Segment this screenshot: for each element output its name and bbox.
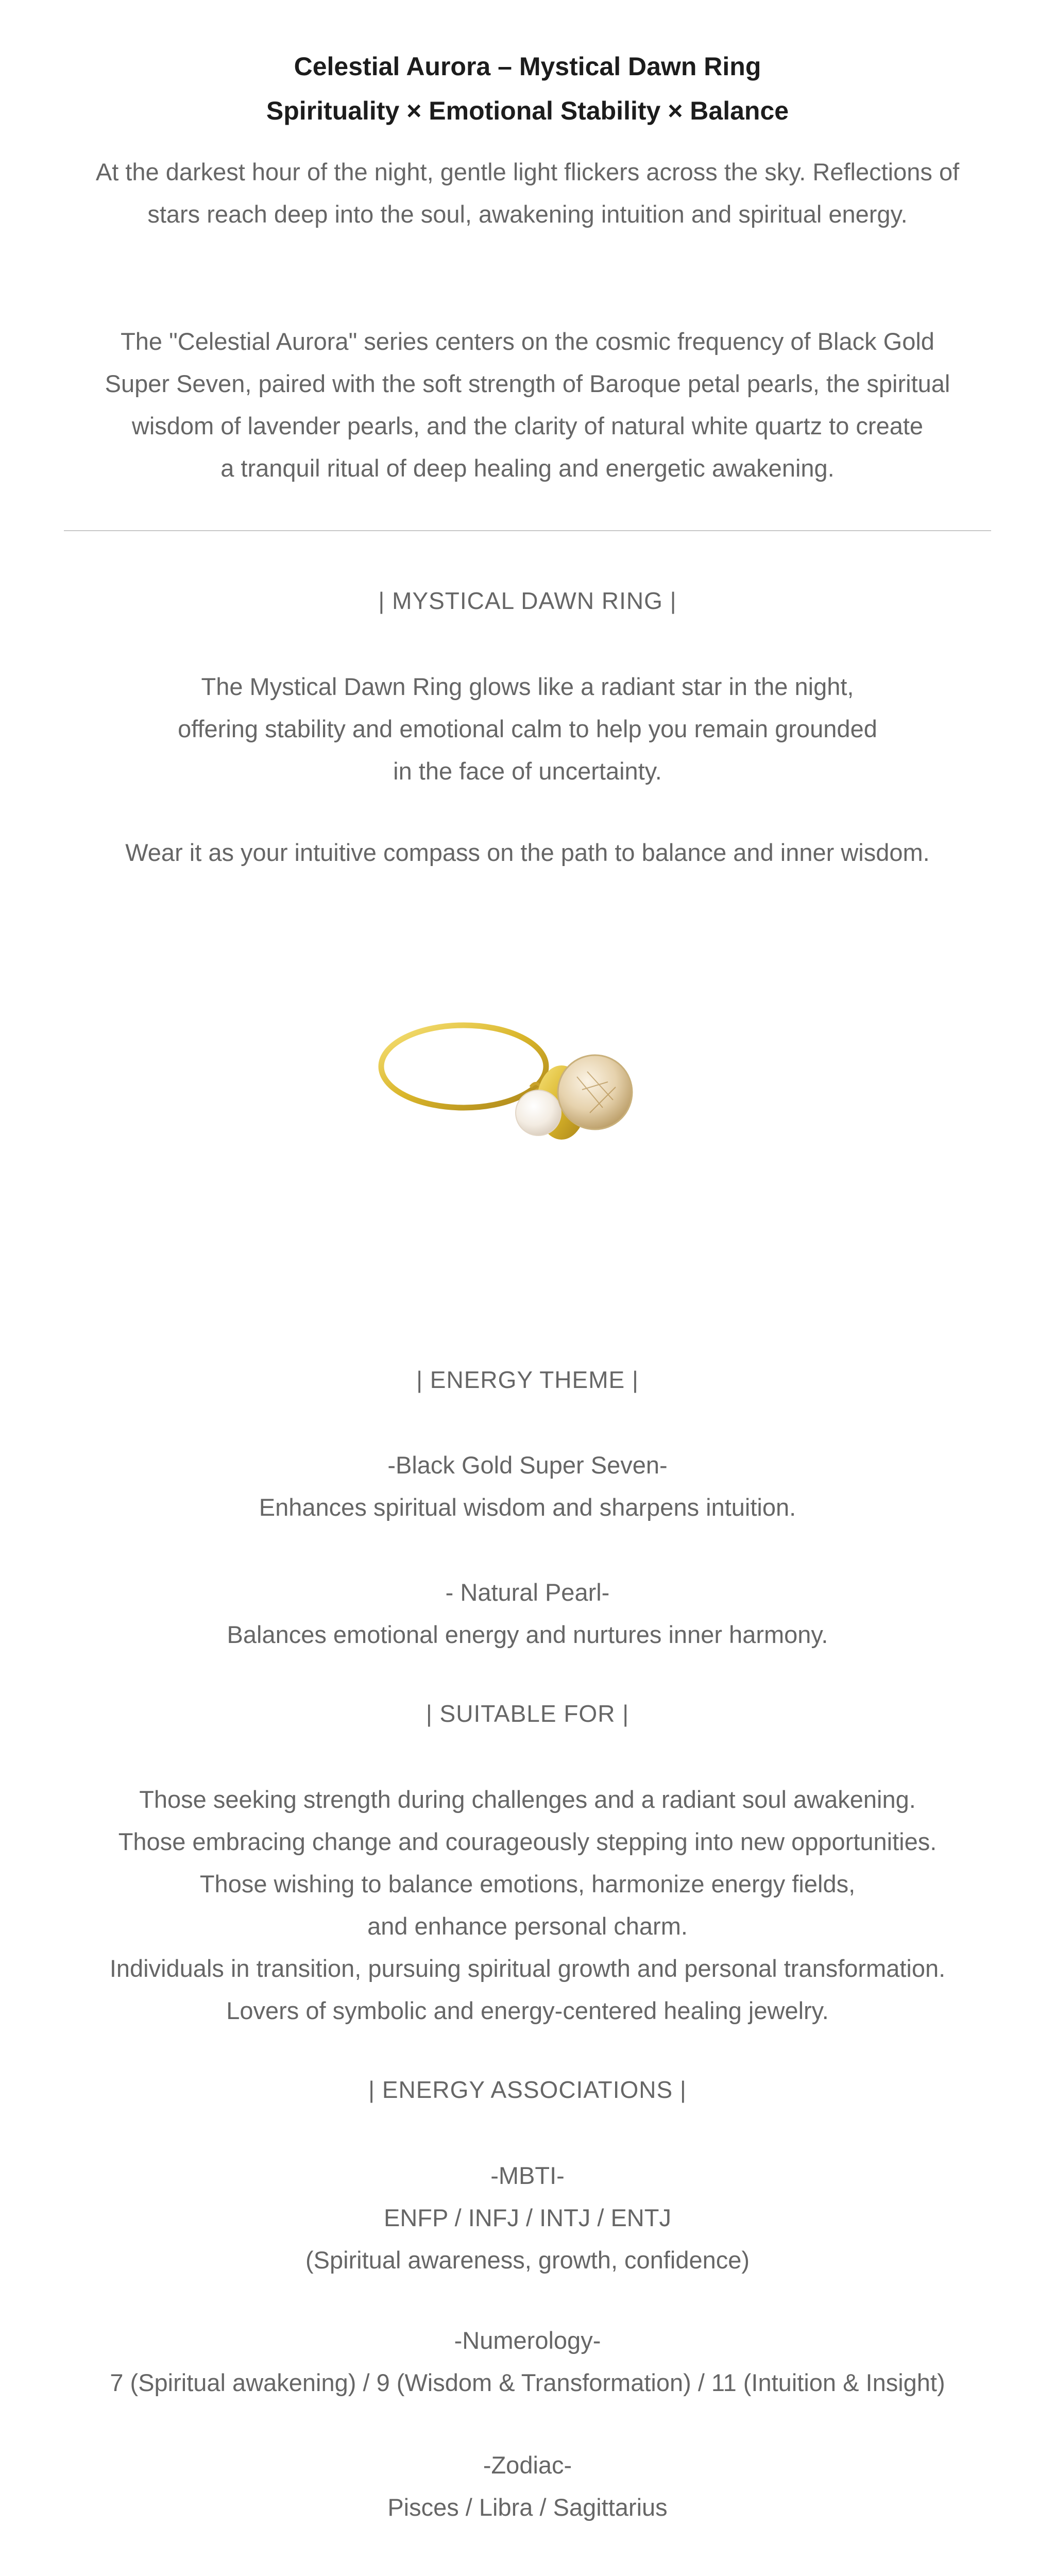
mbti-note: (Spiritual awareness, growth, confidence) (305, 2246, 750, 2274)
ring-band (381, 1025, 546, 1108)
text-line: At the darkest hour of the night, gentle light flickers across the sky. Reflections of (95, 158, 960, 185)
intro-text (0, 151, 1055, 235)
list-item: Those seeking strength during challenges and a radiant soul awakening. (139, 1786, 916, 1813)
section-heading-suitable-for: | SUITABLE FOR | (426, 1700, 629, 1727)
zodiac-block (0, 2444, 1055, 2529)
chakras-block (0, 2570, 1055, 2576)
section-heading-energy-theme: | ENERGY THEME | (416, 1366, 639, 1393)
ring-product-image (361, 989, 670, 1154)
theme-name: - Natural Pearl- (445, 1579, 610, 1606)
energy-theme-item (0, 1571, 1055, 1656)
theme-desc: Enhances spiritual wisdom and sharpens intuition. (259, 1494, 796, 1521)
title-line-2: Spirituality × Emotional Stability × Balance (266, 96, 789, 125)
section-heading-energy-associations: | ENERGY ASSOCIATIONS | (368, 2076, 687, 2103)
super-seven-stone (558, 1055, 632, 1129)
mbti-types: ENFP / INFJ / INTJ / ENTJ (384, 2204, 671, 2231)
text-line: in the face of uncertainty. (393, 757, 662, 785)
text-line: Super Seven, paired with the soft strength of Baroque petal pearls, the spiritual (105, 370, 950, 397)
mbti-label: -MBTI- (490, 2162, 565, 2189)
theme-name: -Black Gold Super Seven- (387, 1451, 668, 1479)
text-line: a tranquil ritual of deep healing and energetic awakening. (220, 454, 835, 482)
numerology-block (0, 2319, 1055, 2404)
mbti-block (0, 2155, 1055, 2281)
text-line: The Mystical Dawn Ring glows like a radiant star in the night, (201, 673, 854, 700)
numerology-value: 7 (Spiritual awakening) / 9 (Wisdom & Transformation) / 11 (Intuition & Insight) (110, 2369, 945, 2396)
suitable-for-list (0, 1778, 1055, 2032)
list-item: Individuals in transition, pursuing spiritual growth and personal transformation. (109, 1955, 946, 1982)
list-item: Lovers of symbolic and energy-centered healing jewelry. (226, 1997, 829, 2024)
ring-description (0, 666, 1055, 792)
chakras-label (0, 2570, 1055, 2576)
natural-pearl (516, 1090, 561, 1136)
title-line-1: Celestial Aurora – Mystical Dawn Ring (294, 52, 761, 81)
text-line: stars reach deep into the soul, awakening intuition and spiritual energy. (147, 200, 908, 228)
list-item: Those embracing change and courageously stepping into new opportunities. (118, 1828, 937, 1855)
product-title (0, 44, 1055, 133)
text-line: offering stability and emotional calm to help you remain grounded (178, 715, 877, 742)
section-heading-ring: | MYSTICAL DAWN RING | (378, 587, 677, 614)
text-line: wisdom of lavender pearls, and the clarity of natural white quartz to create (131, 412, 924, 439)
theme-desc: Balances emotional energy and nurtures inner harmony. (227, 1621, 828, 1648)
list-item: Those wishing to balance emotions, harmonize energy fields, (199, 1870, 856, 1897)
text-line: The "Celestial Aurora" series centers on the cosmic frequency of Black Gold (121, 328, 934, 355)
section-divider (64, 530, 991, 531)
series-text (0, 320, 1055, 489)
numerology-label: -Numerology- (454, 2327, 601, 2354)
energy-theme-item (0, 1444, 1055, 1529)
zodiac-label: -Zodiac- (483, 2451, 572, 2479)
list-item: and enhance personal charm. (367, 1912, 688, 1940)
ring-compass-text: Wear it as your intuitive compass on the path to balance and inner wisdom. (125, 839, 930, 866)
zodiac-value: Pisces / Libra / Sagittarius (387, 2494, 668, 2521)
